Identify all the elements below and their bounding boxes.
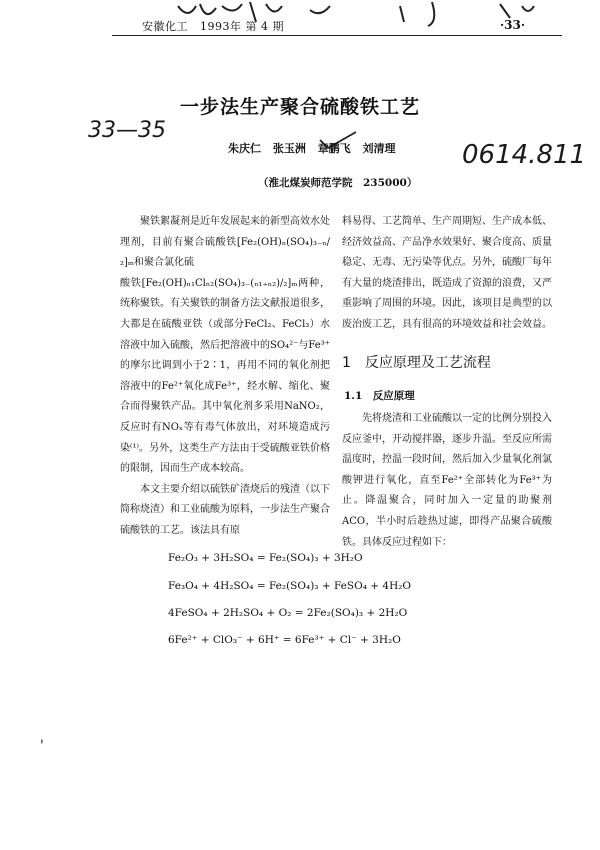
- author-list: [228, 140, 396, 156]
- journal-name: 安徽化工: [142, 20, 188, 33]
- equation: 6Fe²⁺ + ClO₃⁻ + 6H⁺ = 6Fe³⁺ + Cl⁻ + 3H₂O: [168, 634, 401, 646]
- equation: Fe₂O₃ + 3H₂SO₄ = Fe₂(SO₄)₃ + 3H₂O: [168, 552, 363, 564]
- author: 章鹏飞: [317, 142, 351, 155]
- margin-mark: ': [40, 738, 44, 754]
- left-column: [120, 212, 330, 542]
- journal-issue: 1993年 第 4 期: [200, 20, 284, 33]
- handwritten-page-range: 33—35: [88, 118, 166, 143]
- equation: Fe₃O₄ + 4H₂SO₄ = Fe₂(SO₄)₃ + FeSO₄ + 4H₂O: [168, 580, 412, 592]
- affiliation: （淮北煤炭师范学院 235000）: [258, 177, 418, 189]
- section-heading: 1 反应原理及工艺流程: [342, 355, 491, 371]
- page-number: ·33·: [500, 18, 526, 32]
- paragraph: 聚铁絮凝剂是近年发展起来的新型高效水处理剂，目前有聚合硫酸铁[Fe₂(OH)ₙ(SO₄)₃₋ₙ/₂]ₘ和聚合氯化硫: [120, 216, 330, 269]
- subsection-heading: 1.1 反应原理: [344, 390, 415, 402]
- author: 朱庆仁: [228, 142, 261, 155]
- author: 张玉洲: [272, 142, 306, 155]
- handwritten-classification-code: 0614.811: [462, 140, 587, 170]
- header-rule: [112, 35, 562, 36]
- right-column-bottom: 先将烧渣和工业硫酸以一定的比例分别投入反应釜中，开动搅拌器，逐步升温。至反应所需温度时，控温一段时间，然后加入少量氧化剂氯酸钾进行氧化，直至Fe²⁺全部转化为Fe³⁺为止。降温聚合，同时加入一定量的助聚剂ACO，半小时后趁热过滤，即得产品聚合硫酸铁。具体反应过程如下：: [342, 413, 552, 548]
- paragraph: 本文主要介绍以硫铁矿渣烧后的残渣（以下简称烧渣）和工业硫酸为原料，一步法生产聚合硫酸铁的工艺。该法具有原: [120, 483, 330, 536]
- handwritten-scribble: [170, 0, 570, 30]
- author: 刘清理: [362, 142, 396, 155]
- paragraph: 酸铁[Fe₂(OH)ₙ₁Clₙ₂(SO₄)₃₋(ₙ₁₊ₙ₂)/₂]ₘ两种，统称聚铁。有关聚铁的制备方法文献报道很多，大都是在硫酸亚铁（或部分FeCl₂、FeCl₃）水溶液中加入硫酸，然后把溶液中的SO₄²⁻与Fe³⁺的摩尔比调到小于2∶1，再用不同的氧化剂把溶液中的Fe²⁺氧化成Fe³⁺，经水解、缩化、聚合而得聚铁产品。其中氧化剂多采用NaNO₂，反应时有NOₓ等有毒气体放出，对环境造成污染⁽¹⁾。另外，这类生产方法由于受硫酸亚铁价格的限制，因而生产成本较高。: [120, 277, 330, 475]
- equation: 4FeSO₄ + 2H₂SO₄ + O₂ = 2Fe₂(SO₄)₃ + 2H₂O: [168, 607, 408, 619]
- right-column-top: 料易得、工艺简单、生产周期短、生产成本低、经济效益高、产品净水效果好、聚合度高、质量稳定、无毒、无污染等优点。另外，硫酸厂每年有大量的烧渣排出，既造成了资源的浪费，又严重影响了周围的环境。因此，该项目是典型的以废治废工艺，具有很高的环境效益和社会效益。: [342, 216, 552, 330]
- article-title: 一步法生产聚合硫酸铁工艺: [179, 96, 420, 118]
